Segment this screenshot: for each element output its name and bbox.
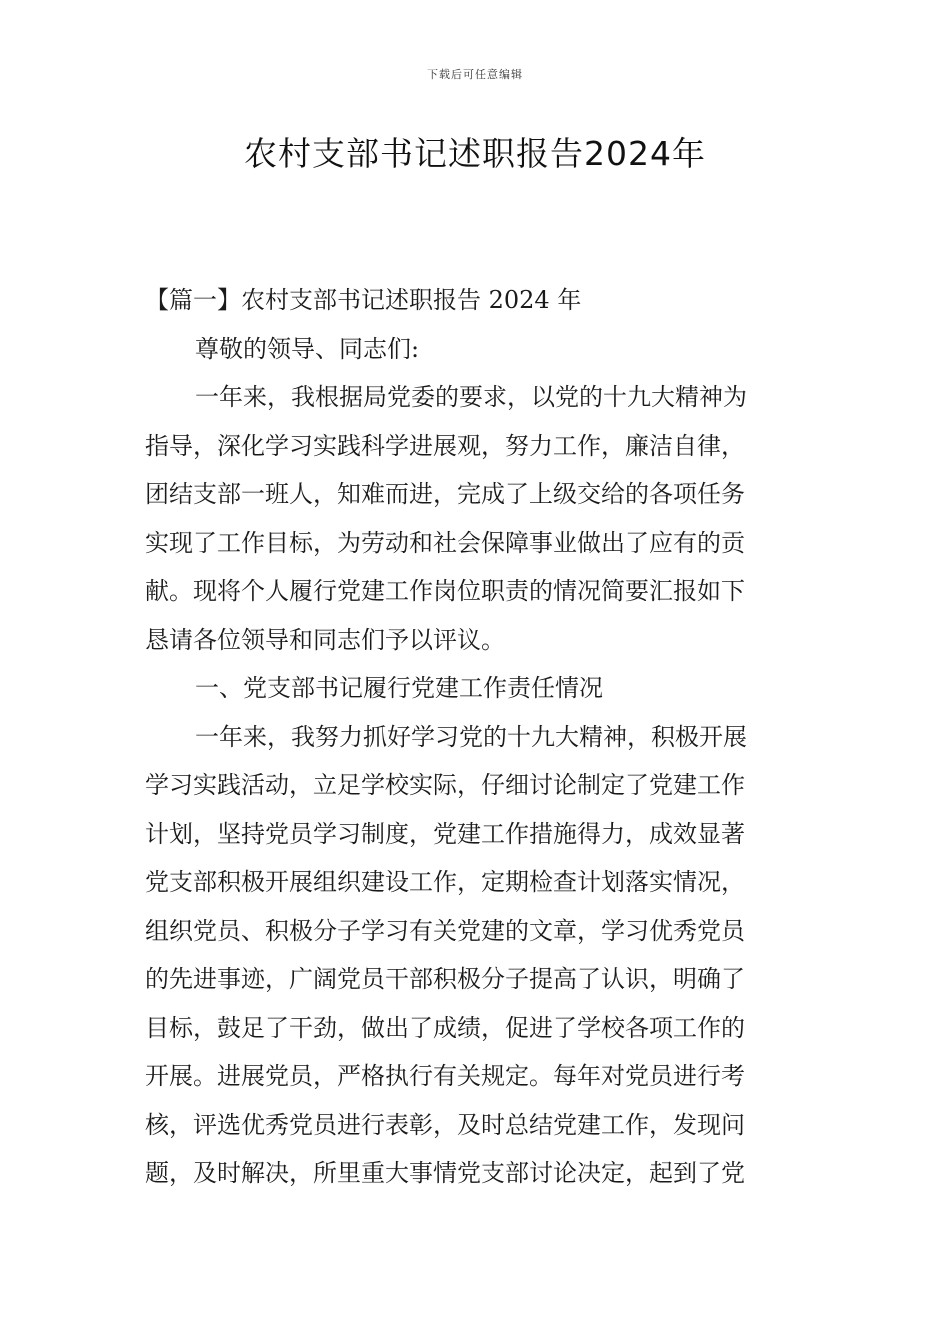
paragraph-line: 组织党员、积极分子学习有关党建的文章，学习优秀党员	[145, 916, 745, 945]
paragraph-line: 的先进事迹，广阔党员干部积极分子提高了认识，明确了	[145, 965, 745, 993]
paragraph-line: 学习实践活动，立足学校实际，仔细讨论制定了党建工作	[145, 771, 745, 799]
document-body	[145, 282, 809, 1204]
section-label: 【篇一】农村支部书记述职报告 2024 年	[145, 286, 582, 314]
paragraph-line: 实现了工作目标，为劳动和社会保障事业做出了应有的贡	[145, 528, 745, 557]
paragraph-line: 题，及时解决，所里重大事情党支部讨论决定，起到了党	[145, 1159, 745, 1187]
document-title: 农村支部书记述职报告2024年	[244, 134, 706, 173]
paragraph-line: 恳请各位领导和同志们予以评议。	[145, 625, 505, 654]
paragraph-line: 开展。进展党员，严格执行有关规定。每年对党员进行考	[145, 1062, 745, 1090]
paragraph-line: 党支部积极开展组织建设工作，定期检查计划落实情况，	[145, 868, 745, 896]
paragraph-line: 核，评选优秀党员进行表彰，及时总结党建工作，发现问	[145, 1110, 745, 1139]
paragraph-line: 一年来，我努力抓好学习党的十九大精神，积极开展	[195, 722, 747, 751]
paragraph-line: 目标，鼓足了干劲，做出了成绩，促进了学校各项工作的	[145, 1013, 745, 1042]
header-note: 下载后可任意编辑	[427, 68, 523, 81]
paragraph-line: 一年来，我根据局党委的要求，以党的十九大精神为	[195, 383, 747, 411]
paragraph-line: 指导，深化学习实践科学进展观，努力工作，廉洁自律，	[145, 431, 745, 460]
salutation: 尊敬的领导、同志们:	[195, 334, 420, 363]
paragraph-line: 献。现将个人履行党建工作岗位职责的情况简要汇报如下	[145, 577, 745, 605]
paragraph-line: 团结支部一班人，知难而进，完成了上级交给的各项任务	[145, 480, 745, 508]
paragraph-line: 计划，坚持党员学习制度，党建工作措施得力，成效显著	[145, 819, 745, 848]
section-heading: 一、党支部书记履行党建工作责任情况	[195, 674, 603, 702]
